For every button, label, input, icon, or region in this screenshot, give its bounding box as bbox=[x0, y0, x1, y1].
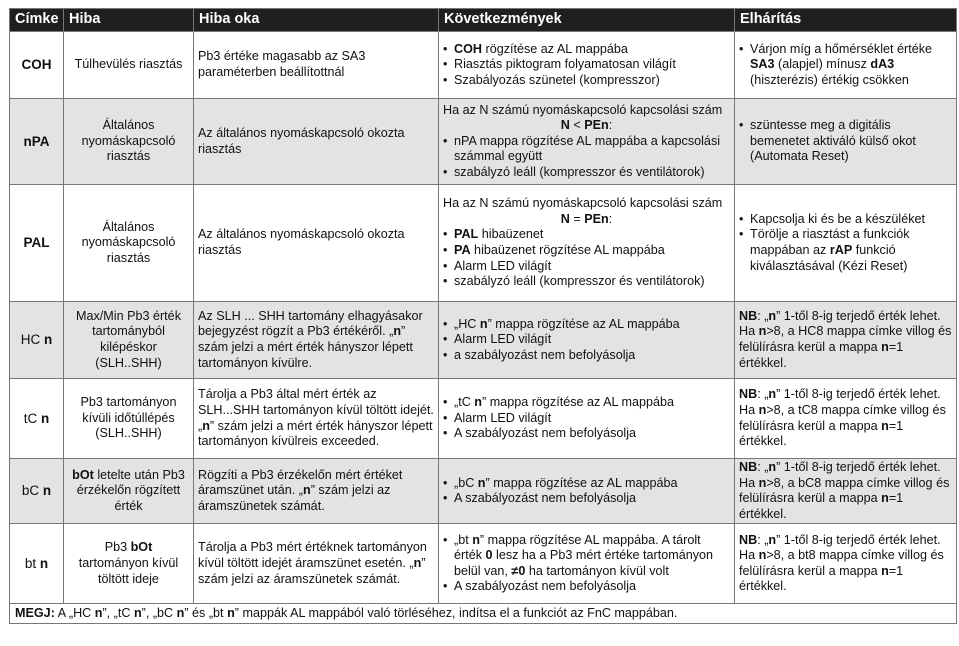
text-run: : „ bbox=[757, 308, 769, 323]
text-run: letelte után Pb3 érzékelőn rögzített érték bbox=[76, 467, 185, 513]
hiba-oka-cell bbox=[194, 32, 439, 99]
text-run: ” mappa rögzítése AL mappába. A tárolt érték bbox=[454, 532, 701, 563]
text-run: n bbox=[393, 324, 402, 339]
label-code: COH bbox=[21, 57, 52, 73]
text-run: (hiszterézis) értékig csökken bbox=[750, 72, 909, 87]
text-run: PA bbox=[454, 243, 471, 257]
list-item bbox=[443, 134, 730, 165]
text-run: ” mappák AL mappából való törléséhez, indítsa el a funkciót az FnC mappában. bbox=[234, 606, 678, 621]
text-run: tartományon kívül töltött ideje bbox=[78, 556, 179, 586]
label-cell bbox=[10, 459, 64, 524]
text-run: PAL bbox=[454, 227, 479, 242]
text-run: NB bbox=[739, 460, 758, 474]
text-run: nPA mappa rögzítése AL mappába a kapcsolási számmal együtt bbox=[454, 133, 721, 164]
table-row bbox=[10, 185, 957, 302]
label-cell bbox=[10, 32, 64, 99]
hiba-oka-cell bbox=[194, 185, 439, 302]
table-row bbox=[10, 459, 957, 524]
label-cell bbox=[10, 524, 64, 604]
text-run: : bbox=[608, 118, 613, 133]
text-run: ” mappa rögzítése az AL mappába bbox=[485, 475, 678, 490]
text-run: NB bbox=[739, 532, 758, 547]
text-run: n bbox=[479, 316, 488, 331]
text-run: COH bbox=[454, 41, 482, 56]
text-run: n bbox=[472, 532, 480, 547]
list-item bbox=[739, 227, 952, 274]
text-run: Riasztás piktogram folyamatosan világít bbox=[454, 57, 676, 72]
text-run: n bbox=[768, 532, 777, 547]
elharitas-cell bbox=[735, 32, 957, 99]
list-item bbox=[443, 227, 730, 243]
text-run: lesz ha a Pb3 mért értéke tartományon belül van, bbox=[454, 548, 714, 578]
text-run: Pb3 tartományon kívüli időtúllépés (SLH..SHH) bbox=[80, 395, 177, 441]
text-run: hibaüzenet bbox=[478, 227, 544, 242]
label-code: bt bbox=[24, 556, 40, 572]
text-run: : „ bbox=[757, 387, 769, 402]
text-run: < bbox=[569, 118, 585, 133]
text-run: n bbox=[881, 418, 889, 433]
table-row bbox=[10, 32, 957, 99]
text-run: n bbox=[474, 395, 482, 410]
list-item bbox=[443, 259, 730, 275]
alarm-table-container bbox=[9, 8, 956, 641]
text-run: „tC bbox=[454, 395, 475, 410]
label-cell bbox=[10, 99, 64, 185]
list-item bbox=[443, 42, 730, 58]
note-row bbox=[10, 604, 957, 624]
remedy-note bbox=[739, 533, 952, 595]
alarm-table bbox=[9, 8, 957, 624]
header-hiba: Hiba bbox=[64, 9, 194, 32]
text-run: : „ bbox=[757, 460, 769, 474]
text-run: ” és „bt bbox=[184, 606, 228, 621]
text-run: Max/Min Pb3 érték tartományból kilépéskor (SLH..SHH) bbox=[76, 308, 181, 370]
text-run: ha tartományon kívül volt bbox=[525, 563, 669, 578]
elharitas-cell bbox=[735, 524, 957, 604]
label-code: HC bbox=[20, 332, 44, 348]
list-item bbox=[443, 317, 730, 333]
header-row bbox=[10, 9, 957, 32]
text-run: ” 1-től 8-ig terjedő érték lehet. Ha bbox=[739, 308, 941, 339]
label-cell bbox=[10, 379, 64, 459]
text-run: : bbox=[608, 211, 613, 226]
text-run: PEn bbox=[584, 211, 609, 226]
text-run: ≠0 bbox=[511, 563, 526, 578]
kovetkezmenyek-cell bbox=[439, 459, 735, 524]
text-run: = bbox=[569, 211, 585, 226]
text-run: a szabályozást nem befolyásolja bbox=[454, 347, 636, 362]
list-item bbox=[443, 73, 730, 89]
text-run: n bbox=[133, 606, 142, 621]
text-run: szabályzó leáll (kompresszor és ventilátorok) bbox=[454, 164, 705, 179]
text-run: hibaüzenet rögzítése AL mappába bbox=[470, 243, 665, 257]
hiba-cell bbox=[64, 99, 194, 185]
text-run: Általános nyomáskapcsoló riasztás bbox=[81, 219, 176, 265]
text-run: funkció kiválasztásával (Kézi Reset) bbox=[750, 243, 908, 273]
consequence-list bbox=[443, 42, 730, 89]
hiba-cell bbox=[64, 524, 194, 604]
consequence-condition bbox=[443, 212, 730, 228]
list-item bbox=[443, 491, 730, 507]
hiba-oka-cell bbox=[194, 379, 439, 459]
text-run: >8, a bt8 mappa címke villog és felülírásra kerül a mappa bbox=[739, 548, 944, 578]
list-item bbox=[443, 395, 730, 411]
elharitas-cell bbox=[735, 185, 957, 302]
text-run: A szabályozást nem befolyásolja bbox=[454, 579, 637, 594]
label-suffix: n bbox=[39, 556, 49, 572]
text-run: Általános nyomáskapcsoló riasztás bbox=[81, 118, 176, 164]
text-run: Törölje a riasztást a funkciók mappában az bbox=[750, 227, 910, 257]
header-elharitas: Elhárítás bbox=[735, 9, 957, 32]
list-item bbox=[443, 243, 730, 259]
text-run: Túlhevülés riasztás bbox=[74, 57, 183, 72]
text-run: A szabályozást nem befolyásolja bbox=[454, 491, 637, 506]
elharitas-cell bbox=[735, 459, 957, 524]
text-run: Tárolja a Pb3 által mért érték az SLH...SHH tartományon kívül töltött idejét. „ bbox=[198, 387, 434, 433]
kovetkezmenyek-cell bbox=[439, 302, 735, 379]
text-run: Alarm LED világít bbox=[454, 258, 552, 273]
label-code: nPA bbox=[23, 133, 50, 149]
text-run: >8, a bC8 mappa címke villog és felülírásra kerül a mappa bbox=[739, 475, 950, 506]
text-run: N bbox=[560, 118, 570, 133]
text-run: >8, a HC8 mappa címke villog és felülírásra kerül a mappa bbox=[739, 324, 952, 354]
hiba-oka-cell bbox=[194, 524, 439, 604]
text-run: Alarm LED világít bbox=[454, 332, 552, 347]
kovetkezmenyek-cell bbox=[439, 185, 735, 302]
text-run: ”, „bC bbox=[141, 606, 177, 621]
text-run: Alarm LED világít bbox=[454, 410, 552, 425]
list-item bbox=[739, 212, 952, 228]
kovetkezmenyek-cell bbox=[439, 379, 735, 459]
consequence-list bbox=[443, 476, 730, 507]
text-run: ” mappa rögzítése az AL mappába bbox=[482, 395, 675, 410]
text-run: MEGJ: bbox=[15, 606, 55, 621]
table-row bbox=[10, 99, 957, 185]
label-suffix: n bbox=[44, 332, 53, 348]
remedy-list bbox=[739, 42, 952, 89]
text-run: Az általános nyomáskapcsoló okozta riasztás bbox=[198, 227, 405, 257]
text-run: ” szám jelzi az áramszünetek számát. bbox=[198, 483, 391, 513]
hiba-cell bbox=[64, 459, 194, 524]
text-run: n bbox=[176, 606, 185, 621]
list-item bbox=[443, 476, 730, 492]
elharitas-cell bbox=[735, 302, 957, 379]
text-run: n bbox=[768, 460, 777, 474]
text-run: A „HC bbox=[54, 606, 95, 621]
text-run: n bbox=[413, 556, 422, 571]
text-run: =1 értékkel. bbox=[739, 563, 904, 594]
kovetkezmenyek-cell bbox=[439, 32, 735, 99]
consequence-list bbox=[443, 317, 730, 364]
text-run: ” szám jelzi a mért érték hányszor lépett tartományon kívülreis exceeded. bbox=[198, 418, 433, 449]
text-run: (alapjel) mínusz bbox=[774, 57, 871, 72]
text-run: „bt bbox=[454, 532, 473, 547]
consequence-intro: Ha az N számú nyomáskapcsoló kapcsolási szám bbox=[443, 196, 723, 211]
text-run: ” 1-től 8-ig terjedő érték lehet. Ha bbox=[739, 387, 941, 417]
text-run: =1 értékkel. bbox=[739, 418, 904, 449]
consequence-condition bbox=[443, 118, 730, 134]
text-run: ” mappa rögzítése az AL mappába bbox=[487, 316, 680, 331]
text-run: n bbox=[94, 606, 103, 621]
hiba-cell bbox=[64, 302, 194, 379]
text-run: bOt bbox=[130, 540, 153, 555]
table-row bbox=[10, 524, 957, 604]
header-hiba-oka: Hiba oka bbox=[194, 9, 439, 32]
consequence-list bbox=[443, 395, 730, 442]
text-run: n bbox=[768, 387, 777, 402]
text-run: 0 bbox=[485, 548, 493, 563]
text-run: n bbox=[303, 483, 311, 498]
text-run: n bbox=[758, 548, 767, 563]
label-suffix: n bbox=[41, 410, 50, 426]
text-run: n bbox=[758, 324, 767, 339]
text-run: n bbox=[881, 563, 889, 578]
consequence-list bbox=[443, 227, 730, 289]
text-run: SA3 bbox=[750, 57, 775, 72]
header-kovetkezmenyek: Következmények bbox=[439, 9, 735, 32]
text-run: ” szám jelzi az áramszünetek számát. bbox=[198, 556, 426, 586]
label-suffix: n bbox=[42, 483, 52, 499]
remedy-list bbox=[739, 212, 952, 274]
label-cell bbox=[10, 185, 64, 302]
text-run: >8, a tC8 mappa címke villog és felülírásra kerül a mappa bbox=[739, 402, 946, 433]
text-run: Az SLH ... SHH tartomány elhagyásakor bejegyzést rögzít a Pb3 értékéről. „ bbox=[198, 308, 423, 339]
elharitas-cell bbox=[735, 99, 957, 185]
text-run: n bbox=[202, 418, 210, 433]
kovetkezmenyek-cell bbox=[439, 524, 735, 604]
text-run: rögzítése az AL mappába bbox=[482, 41, 628, 56]
text-run: „HC bbox=[454, 316, 480, 331]
text-run: Pb3 bbox=[104, 540, 131, 555]
text-run: dA3 bbox=[870, 57, 895, 72]
kovetkezmenyek-cell bbox=[439, 99, 735, 185]
list-item bbox=[443, 411, 730, 427]
text-run: ” 1-től 8-ig terjedő érték lehet. Ha bbox=[739, 460, 941, 490]
text-run: Az általános nyomáskapcsoló okozta riasztás bbox=[198, 125, 405, 156]
text-run: ”, „tC bbox=[102, 606, 134, 621]
consequence-intro: Ha az N számú nyomáskapcsoló kapcsolási szám bbox=[443, 102, 723, 117]
text-run: n bbox=[758, 402, 767, 417]
remedy-note bbox=[739, 460, 952, 522]
footnote bbox=[10, 604, 957, 624]
label-code: tC bbox=[23, 410, 41, 426]
text-run: NB bbox=[739, 308, 758, 323]
text-run: szabályzó leáll (kompresszor és ventilátorok) bbox=[454, 274, 705, 289]
list-item bbox=[739, 42, 952, 89]
hiba-cell bbox=[64, 32, 194, 99]
hiba-oka-cell bbox=[194, 302, 439, 379]
text-run: NB bbox=[739, 387, 758, 402]
text-run: Kapcsolja ki és be a készüléket bbox=[750, 211, 926, 226]
text-run: PEn bbox=[584, 118, 609, 133]
label-code: PAL bbox=[23, 235, 50, 251]
table-row bbox=[10, 379, 957, 459]
list-item bbox=[739, 118, 952, 165]
text-run: n bbox=[881, 340, 889, 354]
table-row bbox=[10, 302, 957, 379]
text-run: : „ bbox=[757, 532, 769, 547]
text-run: Rögzíti a Pb3 érzékelőn mért értéket áramszünet után. „ bbox=[198, 467, 403, 498]
text-run: n bbox=[227, 606, 235, 621]
hiba-cell bbox=[64, 379, 194, 459]
text-run: N bbox=[560, 211, 570, 226]
elharitas-cell bbox=[735, 379, 957, 459]
text-run: =1 értékkel. bbox=[739, 340, 904, 370]
text-run: ” 1-től 8-ig terjedő érték lehet. Ha bbox=[739, 532, 941, 563]
list-item bbox=[443, 426, 730, 442]
text-run: „bC bbox=[454, 475, 478, 490]
text-run: ” szám jelzi a mért érték hányszor lépett tartományon kívülre. bbox=[198, 324, 413, 370]
text-run: Pb3 értéke magasabb az SA3 paraméterben beállítottnál bbox=[198, 49, 366, 79]
list-item bbox=[443, 165, 730, 181]
text-run: Szabályozás szünetel (kompresszor) bbox=[454, 72, 660, 87]
text-run: Várjon míg a hőmérséklet értéke bbox=[750, 41, 932, 56]
label-code: bC bbox=[21, 483, 43, 499]
text-run: n bbox=[477, 475, 486, 490]
hiba-cell bbox=[64, 185, 194, 302]
hiba-oka-cell bbox=[194, 459, 439, 524]
remedy-note bbox=[739, 309, 952, 371]
header-cimke: Címke bbox=[10, 9, 64, 32]
text-run: n bbox=[881, 491, 889, 506]
text-run: A szabályozást nem befolyásolja bbox=[454, 426, 637, 441]
text-run: n bbox=[758, 475, 767, 490]
text-run: rAP bbox=[829, 243, 853, 257]
label-cell bbox=[10, 302, 64, 379]
text-run: =1 értékkel. bbox=[739, 491, 904, 521]
text-run: Tárolja a Pb3 mért értéknek tartományon kívül töltött idejét áramszünet esetén. „ bbox=[198, 540, 427, 571]
list-item bbox=[443, 579, 730, 595]
hiba-oka-cell bbox=[194, 99, 439, 185]
list-item bbox=[443, 348, 730, 364]
text-run: bOt bbox=[72, 467, 94, 482]
list-item bbox=[443, 533, 730, 580]
list-item bbox=[443, 332, 730, 348]
text-run: n bbox=[768, 308, 777, 323]
consequence-list bbox=[443, 134, 730, 181]
remedy-list bbox=[739, 118, 952, 165]
list-item bbox=[443, 274, 730, 290]
consequence-list bbox=[443, 533, 730, 595]
text-run: szüntesse meg a digitális bemenetet aktiváló külső okot (Automata Reset) bbox=[750, 118, 916, 164]
list-item bbox=[443, 57, 730, 73]
remedy-note bbox=[739, 387, 952, 449]
